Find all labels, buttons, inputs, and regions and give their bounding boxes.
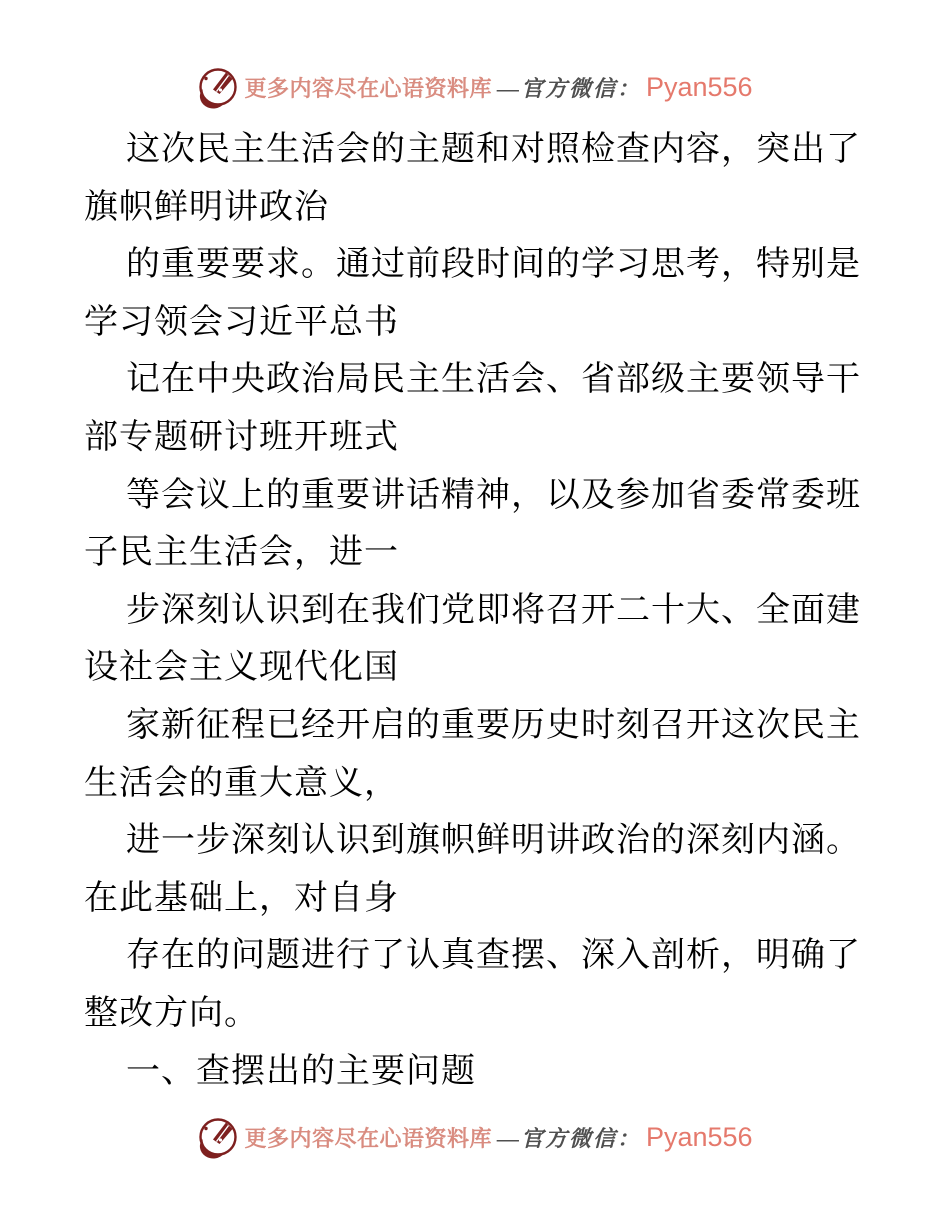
text-line: 部专题研讨班开班式 [84,418,399,456]
text-line: 进一步深刻认识到旗帜鲜明讲政治的深刻内涵。 [126,822,861,860]
text-line: 记在中央政治局民主生活会、省部级主要领导干 [126,361,861,399]
text-line: 设社会主义现代化国 [84,649,399,687]
text-line: 存在的问题进行了认真查摆、深入剖析，明确了 [126,937,861,975]
text-line: 步深刻认识到在我们党即将召开二十大、全面建 [126,591,861,629]
text-line: 这次民主生活会的主题和对照检查内容，突出了 [126,131,861,168]
text-line: 一、查摆出的主要问题 [126,1052,476,1090]
text-line: 等会议上的重要讲话精神，以及参加省委常委班 [126,476,861,514]
document-body [0,110,950,1100]
watermark-wechat-id: Pyan556 [645,71,753,102]
text-line: 生活会的重大意义， [84,764,399,802]
watermark-header [0,64,950,110]
text-line: 旗帜鲜明讲政治 [84,188,329,226]
text-line: 在此基础上，对自身 [84,879,399,917]
watermark-text: 更多内容尽在心语资料库 [244,75,492,101]
text-line: 学习领会习近平总书 [84,303,399,341]
watermark-text: 更多内容尽在心语资料库 [244,1125,492,1151]
watermark-footer [0,1114,950,1160]
text-line: 家新征程已经开启的重要历史时刻召开这次民主 [126,706,861,744]
text-line: 整改方向。 [84,994,259,1032]
watermark-wechat-id: Pyan556 [645,1121,753,1152]
calligraphy-pen-logo-icon [197,65,239,109]
text-line: 子民主生活会，进一 [84,534,399,572]
text-line: 的重要要求。通过前段时间的学习思考，特别是 [126,246,861,284]
watermark-wechat-label: —官方微信： [496,1125,641,1151]
calligraphy-pen-logo-icon [197,1115,239,1159]
watermark-wechat-label: —官方微信： [496,75,641,101]
